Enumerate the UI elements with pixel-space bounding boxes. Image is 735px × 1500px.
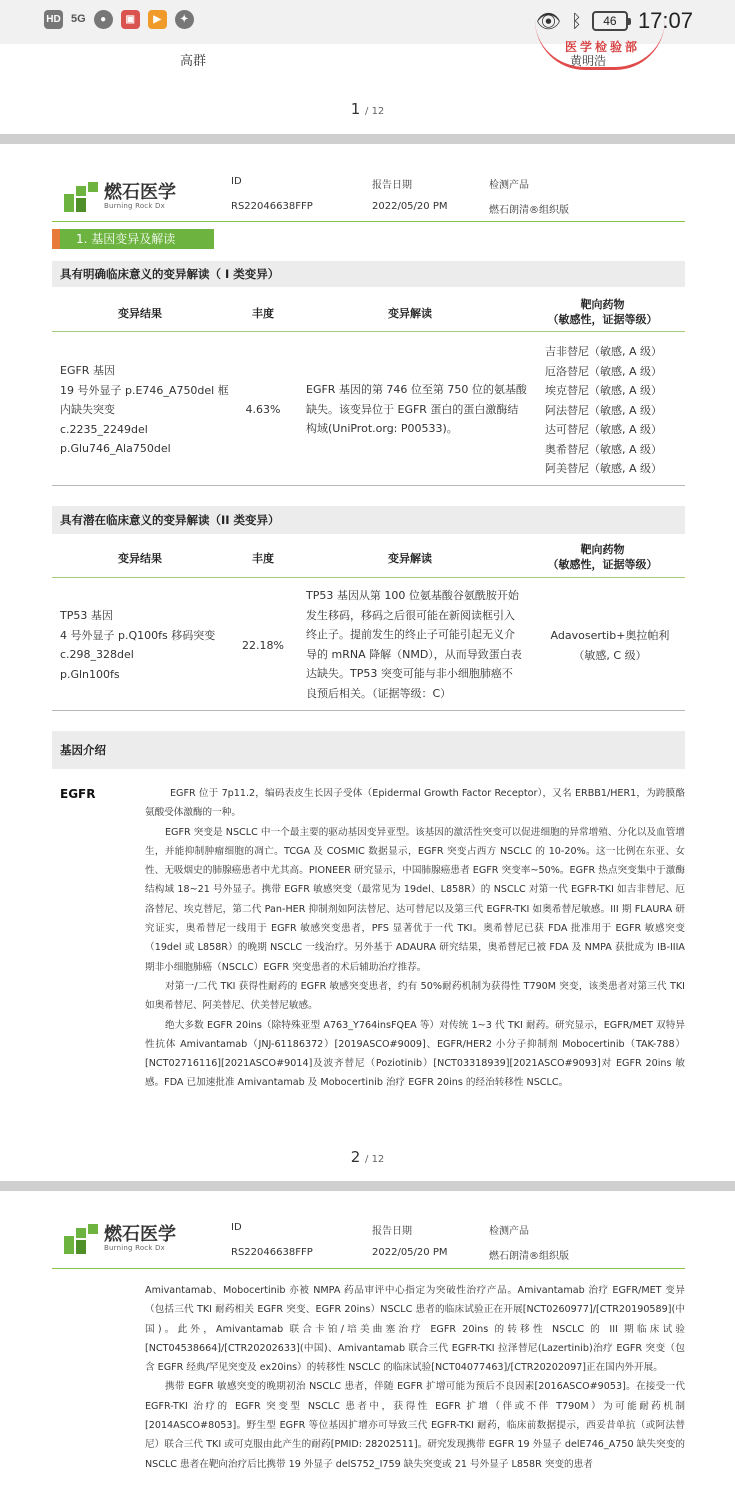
table1-interp-l2: 缺失。该变异位于 EGFR 蛋白的蛋白激酶结	[306, 402, 519, 416]
table1-bottom-rule	[52, 485, 685, 486]
table2-interp-l5: 达缺失。TP53 突变可能与非小细胞肺癌不	[306, 667, 513, 680]
signer-right: 黄明浩	[570, 54, 607, 68]
table2-col-interp: 变异解读	[388, 552, 432, 565]
date-value-p3: 2022/05/20 PM	[372, 1247, 448, 1258]
page3-para-1: 携带 EGFR 敏感突变的晚期初治 NSCLC 患者，伴随 EGFR 扩增可能为预后不良因素[2016ASCO#9053]。在接受一代 EGFR-TKI 治疗的 EGFR 突变型 NSCLC 患者中，获得性 EGFR 扩增（伴或不伴 T790M）为可能耐药机制[2014ASCO#8053]。野生型 EGFR 等位基因扩增亦可导致三代 EGFR-TKI 耐药，临床前数据提示，西妥昔单抗（或阿法替尼）联合三代 TKI 或可克服由此产生的耐药[PMID: 28202511]。研究发现携带 EGFR 19 外显子 delE746_A750 缺失突变的 NSCLC 患者在靶向治疗后比携带 19 外显子 delS752_I759 缺失突变或 21 号外显子 L858R 突变的患者	[145, 1381, 685, 1470]
product-value: 燃石朗清®组织版	[489, 205, 569, 216]
table1-drug-4: 达可替尼（敏感, A 级）	[545, 423, 663, 436]
table2-drug-1: （敏感, C 级）	[573, 648, 647, 662]
table2-interp-l6: 良预后相关。（证据等级：C）	[306, 686, 452, 700]
table1-col-drug	[520, 297, 685, 327]
gene-intro-para-1: EGFR 突变是 NSCLC 中一个最主要的驱动基因变异亚型。该基因的激活性突变可以促进细胞的异常增殖、分化以及血管增生，并能抑制肿瘤细胞的凋亡。TCGA 及 COSMIC 数据显示，EGFR 突变占西方 NSCLC 的 10-20%。这一比例在东亚、女性、无吸烟史的肺腺癌患者中尤其高。PIONEER 研究显示，中国肺腺癌患者 EGFR 突变率~50%。EGFR 热点突变集中于激酶结构域 18~21 号外显子。携带 EGFR 敏感突变（最常见为 19del、L858R）的 NSCLC 对第一代 EGFR-TKI 如吉非替尼、厄洛替尼、埃克替尼，第二代 Pan-HER 抑制剂如阿法替尼、达可替尼以及第三代 EGFR-TKI 如奥希替尼敏感。III 期 FLAURA 研究证实，奥希替尼一线用于 EGFR 敏感突变患者，PFS 显著优于一代 TKI。奥希替尼已获 FDA 批准用于 EGFR 敏感突变（19del 或 L858R）的晚期 NSCLC 一线治疗。另外基于 ADAURA 研究结果，奥希替尼已被 FDA 及 NMPA 获批成为 IB-IIIA 期非小细胞肺癌（NSCLC）EGFR 突变患者的术后辅助治疗推荐。	[145, 826, 685, 973]
table1-drug-1: 厄洛替尼（敏感, A 级）	[545, 364, 663, 378]
hd-icon: HD	[44, 10, 63, 29]
page-number-1	[0, 100, 735, 118]
id-value: RS22046638FFP	[231, 201, 313, 212]
table2-abundance: 22.18%	[242, 639, 284, 652]
table2-result-l2: 4 号外显子 p.Q100fs 移码突变	[60, 628, 216, 642]
table2-col-drug-l2: （敏感性，证据等级）	[547, 558, 658, 571]
table1-interp-l3: 构域(UniProt.org: P00533)。	[306, 422, 458, 435]
page-current: 1	[350, 100, 361, 118]
battery-icon: 46	[592, 11, 628, 31]
compass-icon: ✦	[175, 10, 194, 29]
table2-col-drug-l1: 靶向药物	[580, 543, 625, 556]
table1-result-l4: c.2235_2249del	[60, 422, 148, 436]
table1-col-result: 变异结果	[118, 307, 162, 320]
page-gap-2	[0, 1181, 735, 1191]
message-icon: ●	[94, 10, 113, 29]
table1-interp-cell	[306, 380, 536, 439]
signer-left: 高群	[180, 54, 207, 69]
gene-intro-para-0: EGFR 位于 7p11.2，编码表皮生长因子受体（Epidermal Growth Factor Receptor），又名 ERBB1/HER1，为跨膜酪氨酸受体激酶的一种。	[145, 788, 685, 819]
section-title: 1. 基因变异及解读	[52, 229, 214, 249]
signal-5g-icon: 5G	[71, 13, 86, 25]
table2-drug-0: Adavosertib+奥拉帕利	[550, 629, 670, 642]
logo-mark-icon	[64, 182, 98, 212]
table2-title: 具有潜在临床意义的变异解读（II 类变异）	[52, 506, 685, 534]
table1-drug-2: 埃克替尼（敏感, A 级）	[545, 384, 663, 397]
table2-result-cell	[60, 606, 240, 684]
table2-col-drug	[520, 542, 685, 572]
logo-en: Burning Rock Dx	[104, 202, 165, 210]
page3-para-0: Amivantamab、Mobocertinib 亦被 NMPA 药品审评中心指定为突破性治疗产品。Amivantamab 治疗 EGFR/MET 变异（包括三代 TKI 耐药相关 EGFR 突变、EGFR 20ins）NSCLC 患者的临床试验正在开展[NCT0260977]/[CTR20190589](中国)。此外，Amivantamab 联合卡铂/培美曲塞治疗 EGFR 20ins 的转移性 NSCLC 的 III 期临床试验[NCT04538664]/[CTR20202633](中国)、Amivantamab 联合三代 EGFR-TKI 拉泽替尼(Lazertinib)治疗 EGFR 突变（包含 EGFR 经典/罕见突变及 ex20ins）的转移性 NSCLC 的临床试验[NCT04077463]/[CTR20202097]正在国内外开展。	[145, 1285, 685, 1374]
header-divider	[52, 221, 685, 222]
table1-result-l3: 内缺失突变	[60, 403, 115, 416]
table1-drug-cell	[545, 342, 685, 479]
logo-p3	[64, 1224, 176, 1254]
page2-current: 2	[350, 1148, 361, 1166]
date-label: 报告日期	[372, 180, 412, 191]
table2-bottom-rule	[52, 710, 685, 711]
logo-cn: 燃石医学	[104, 182, 176, 203]
page-gap	[0, 134, 735, 144]
eye-icon: 👁	[535, 10, 562, 33]
id-value-p3: RS22046638FFP	[231, 1247, 313, 1258]
table1-col-drug-l1: 靶向药物	[580, 298, 625, 311]
table2-interp-l1: TP53 基因从第 100 位氨基酸谷氨酰胺开始	[306, 589, 519, 602]
table2-drug-cell	[540, 626, 680, 665]
id-label-p3: ID	[231, 1222, 242, 1233]
table2-interp-l2: 发生移码，移码之后很可能在新阅读框引入	[306, 608, 515, 622]
table1-result-l5: p.Glu746_Ala750del	[60, 442, 171, 455]
page-number-2	[0, 1148, 735, 1166]
table2-interp-cell	[306, 586, 536, 703]
date-value: 2022/05/20 PM	[372, 201, 448, 212]
table1-drug-3: 阿法替尼（敏感, A 级）	[545, 403, 663, 417]
page3-body	[145, 1281, 685, 1500]
logo-cn-p3: 燃石医学	[104, 1224, 176, 1245]
product-value-p3: 燃石朗清®组织版	[489, 1251, 569, 1262]
table2-col-result: 变异结果	[118, 552, 162, 565]
orange-play-icon: ▶	[148, 10, 167, 29]
gene-intro-body	[145, 784, 685, 1093]
table1-interp-l1: EGFR 基因的第 746 位至第 750 位的氨基酸	[306, 383, 527, 396]
table2-interp-l4: 导的 mRNA 降解（NMD），从而导致蛋白表	[306, 647, 522, 661]
id-label: ID	[231, 176, 242, 187]
table1-drug-0: 吉非替尼（敏感, A 级）	[545, 345, 663, 358]
table1-drug-5: 奥希替尼（敏感, A 级）	[545, 442, 663, 456]
table1-result-l1: EGFR 基因	[60, 364, 115, 377]
table2-interp-l3: 终止子。提前发生的终止子可能引起无义介	[306, 628, 515, 641]
gene-intro-title: 基因介绍	[52, 731, 685, 769]
status-left-icons	[44, 10, 194, 29]
table1-col-interp: 变异解读	[388, 307, 432, 320]
table1-header-rule	[52, 331, 685, 332]
product-label-p3: 检测产品	[489, 1226, 529, 1237]
table1-result-l2: 19 号外显子 p.E746_A750del 框	[60, 383, 229, 397]
gene-intro-para-2: 对第一/二代 TKI 获得性耐药的 EGFR 敏感突变患者，约有 50%耐药机制为获得性 T790M 突变，该类患者对第三代 TKI 如奥希替尼、阿美替尼、伏美替尼敏感。	[145, 980, 685, 1012]
table1-abundance: 4.63%	[245, 403, 281, 416]
page-total: / 12	[365, 106, 385, 117]
table2-result-l4: p.Gln100fs	[60, 667, 120, 681]
product-label: 检测产品	[489, 180, 529, 191]
date-label-p3: 报告日期	[372, 1226, 412, 1237]
page2-total: / 12	[365, 1154, 385, 1165]
header-divider-p3	[52, 1268, 685, 1269]
table1-result-cell	[60, 361, 240, 459]
logo-en-p3: Burning Rock Dx	[104, 1244, 165, 1252]
table2-col-abundance: 丰度	[252, 552, 274, 565]
logo-mark-icon-p3	[64, 1224, 98, 1254]
bluetooth-icon: ᛒ	[571, 10, 582, 31]
clock: 17:07	[637, 8, 693, 33]
table2-result-l1: TP53 基因	[60, 609, 113, 622]
red-app-icon: ▣	[121, 10, 140, 29]
logo	[64, 182, 176, 212]
table1-col-abundance: 丰度	[252, 307, 274, 320]
table2-header-rule	[52, 577, 685, 578]
gene-intro-para-3: 绝大多数 EGFR 20ins（除特殊亚型 A763_Y764insFQEA 等）对传统 1~3 代 TKI 耐药。研究显示，EGFR/MET 双特异性抗体 Amivantamab（JNJ-61186372）[2019ASCO#9009]、EGFR/HER2 小分子抑制剂 Mobocertinib（TAK-788）[NCT02716116][2021ASCO#9014]及波齐替尼（Poziotinib）[NCT03318939][2021ASCO#9093]对 EGFR 20ins 敏感。FDA 已加速批准 Amivantamab 及 Mobocertinib 治疗 EGFR 20ins 的经治转移性 NSCLC。	[145, 1019, 685, 1089]
table1-drug-6: 阿美替尼（敏感, A 级）	[545, 462, 663, 475]
stamp-text: 医学检验部	[565, 40, 641, 54]
table1-col-drug-l2: （敏感性，证据等级）	[547, 313, 658, 326]
table2-result-l3: c.298_328del	[60, 648, 134, 661]
table1-title: 具有明确临床意义的变异解读（ I 类变异）	[52, 261, 685, 287]
gene-name: EGFR	[60, 787, 96, 801]
